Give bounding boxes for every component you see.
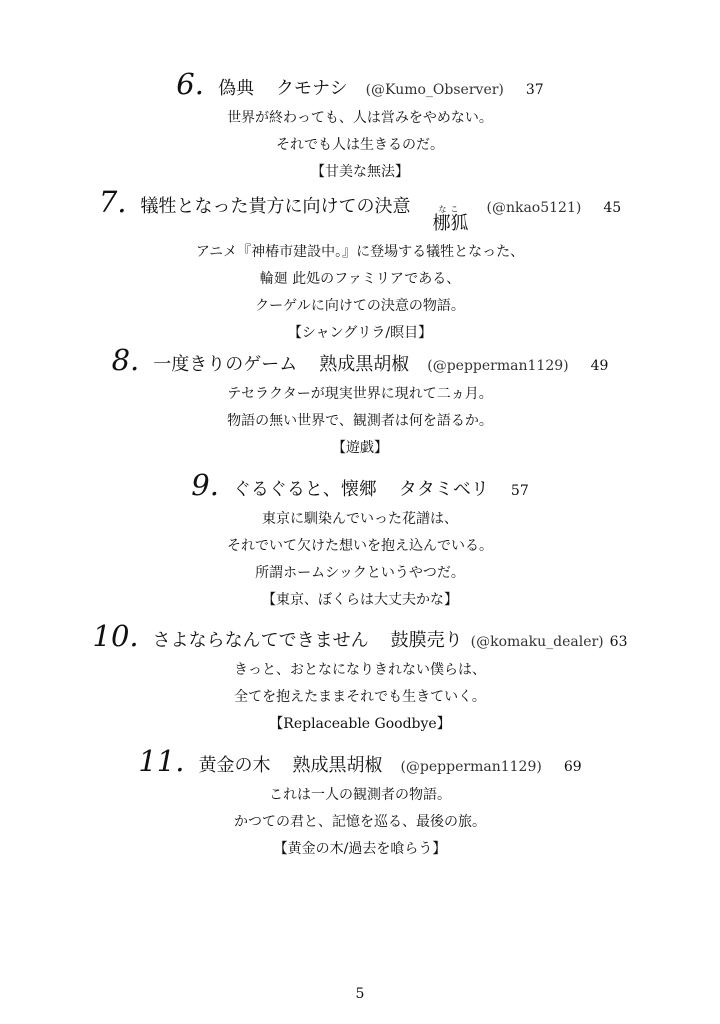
entry-title: ぐるぐると、懐郷 [232,479,377,500]
entry-page: 69 [563,759,582,775]
entry-description [0,782,720,863]
entry-title: 犠牲となった貴方に向けての決意 [140,196,411,217]
entry-number: 6. [176,67,204,101]
entry-author: タタミベリ [398,479,489,500]
description-line: 輪廻 此処のファミリアである、 [259,271,461,287]
entry-heading [0,468,720,502]
entry-page: 57 [510,483,529,499]
entry-author: 梛狐 [432,213,469,234]
entry-tag: 【東京、ぼくらは大丈夫かな】 [262,592,458,608]
toc-entry [0,744,720,863]
entry-title: 偽典 [217,78,254,99]
entry-handle: (@pepperman1129) [400,759,542,775]
entry-page: 63 [609,634,628,650]
entry-author: 熟成黒胡椒 [319,354,410,375]
entry-page: 37 [525,82,544,98]
entry-heading [0,67,720,101]
entry-page: 49 [590,358,609,374]
entry-description [0,239,720,347]
author-ruby: なこ [438,205,463,214]
entry-tag: 【Replaceable Goodbye】 [269,716,451,732]
entry-tag: 【遊戯】 [332,440,388,456]
description-line: かつての君と、記憶を巡る、最後の旅。 [234,814,486,830]
entry-author-with-ruby [433,206,469,233]
entry-heading [0,744,720,778]
entry-description [0,105,720,186]
entry-tag: 【黄金の木/過去を喰らう】 [273,841,447,857]
description-line: 全てを抱えたままそれでも生きていく。 [234,689,486,705]
description-line: テセラクターが現実世界に現れて二ヵ月。 [227,386,493,402]
entry-description [0,657,720,738]
entry-description [0,381,720,462]
entry-handle: (@pepperman1129) [427,358,569,374]
toc-entry [0,343,720,462]
description-line: きっと、おとなになりきれない僕らは、 [234,662,486,678]
entry-handle: (@Kumo_Observer) [365,82,504,98]
entry-author: クモナシ [275,78,348,99]
entry-title: さよならなんてできません [152,630,369,651]
entry-number: 8. [111,343,140,377]
description-line: 物語の無い世界で、観測者は何を語るか。 [227,413,493,429]
entry-tag: 【シャングリラ/瞑目】 [287,325,433,341]
entry-heading [0,619,720,653]
description-line: 所謂ホームシックというやつだ。 [255,565,465,581]
toc-entry [0,468,720,614]
entry-heading [0,185,720,234]
entry-tag: 【甘美な無法】 [311,164,409,180]
entry-number: 10. [92,619,139,653]
entry-title: 一度きりのゲーム [153,354,298,375]
description-line: それでいて欠けた想いを抱え込んでいる。 [227,538,493,554]
toc-entry [0,619,720,738]
entry-handle: (@nkao5121) [486,200,582,216]
entry-description [0,506,720,614]
entry-handle: (@komaku_dealer) [470,634,604,650]
entry-number: 9. [191,468,219,502]
toc-entry [0,185,720,347]
toc-entry [0,67,720,186]
entry-author: 鼓膜売り [390,630,463,651]
entry-title: 黄金の木 [198,755,271,776]
description-line: それでも人は生きるのだ。 [276,137,444,153]
entry-number: 7. [98,185,127,219]
entry-page: 45 [603,200,622,216]
entry-heading [0,343,720,377]
entry-author: 熟成黒胡椒 [292,755,383,776]
description-line: アニメ『神椿市建設中。』に登場する犠牲となった、 [195,244,525,260]
description-line: 世界が終わっても、人は営みをやめない。 [227,110,493,126]
description-line: これは一人の観測者の物語。 [269,787,451,803]
description-line: クーゲルに向けての決意の物語。 [255,298,465,314]
page-number: 5 [355,986,365,1002]
description-line: 東京に馴染んでいった花譜は、 [262,511,458,527]
entry-number: 11. [138,744,185,778]
